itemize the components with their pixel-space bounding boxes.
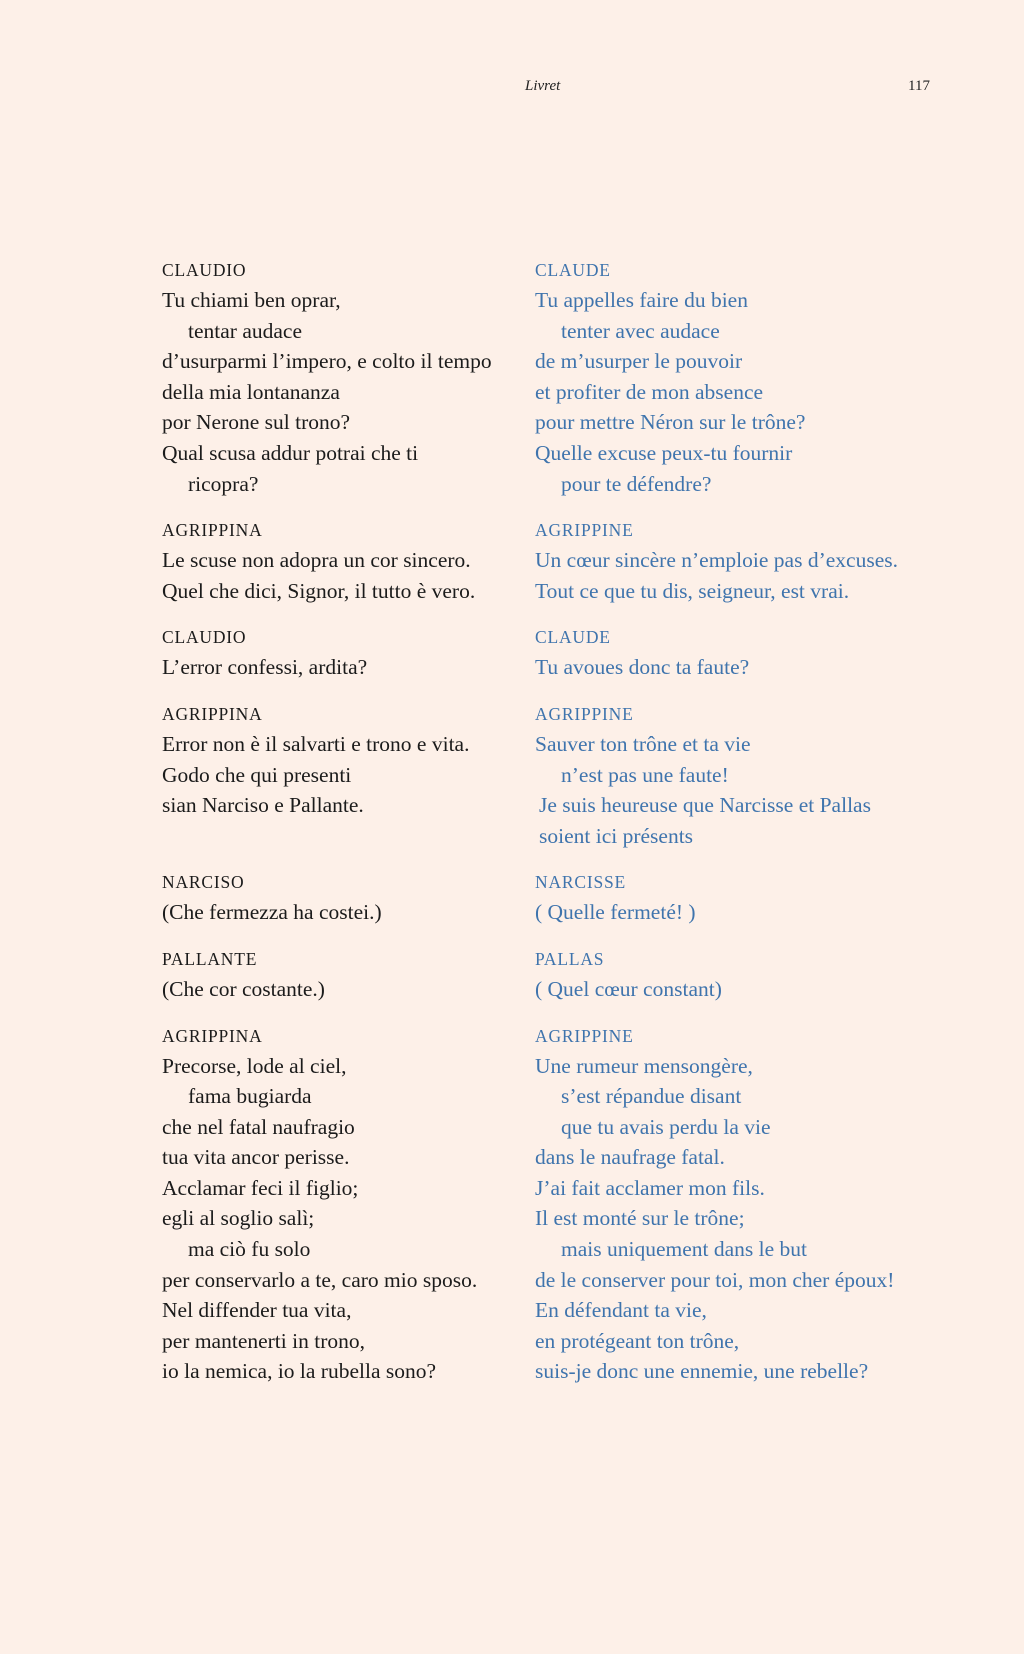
running-header xyxy=(0,78,1024,102)
block-gap xyxy=(162,1005,532,1021)
verse-line: en protégeant ton trône, xyxy=(535,1328,740,1353)
block-gap xyxy=(162,499,532,515)
verse-line: Quelle excuse peux-tu fournir xyxy=(535,440,793,465)
speaker-name: AGRIPPINE xyxy=(535,703,634,724)
verse-line: Sauver ton trône et ta vie xyxy=(535,731,751,756)
speech-block-claude xyxy=(535,622,965,683)
verse-line: de m’usurper le pouvoir xyxy=(535,349,743,374)
verse-line: Un cœur sincère n’emploie pas d’excuses. xyxy=(535,548,898,573)
speaker-name: PALLAS xyxy=(535,948,605,969)
speech-block-agrippine xyxy=(535,699,965,851)
speaker-name: PALLANTE xyxy=(162,948,258,969)
verse-line: Tu chiami ben oprar, xyxy=(162,288,341,312)
verse-line: mais uniquement dans le but xyxy=(561,1237,808,1262)
speech-block-agrippine xyxy=(535,515,965,606)
verse-line: ricopra? xyxy=(188,471,259,496)
page-number: 117 xyxy=(908,78,930,94)
block-gap xyxy=(162,606,532,622)
verse-line: ( Quelle fermeté! ) xyxy=(535,900,696,925)
verse-line: L’error confessi, ardita? xyxy=(162,655,368,680)
verse-line: (Che cor costante.) xyxy=(162,976,325,1001)
speaker-name: CLAUDE xyxy=(535,627,611,648)
verse-line: En défendant ta vie, xyxy=(535,1298,707,1323)
running-title: Livret xyxy=(525,78,561,94)
french-translation-column xyxy=(535,255,965,1387)
verse-line: (Che fermezza ha costei.) xyxy=(162,900,382,925)
italian-libretto-column xyxy=(162,255,532,1387)
verse-line: Acclamar feci il figlio; xyxy=(162,1175,359,1200)
verse-line: Quel che dici, Signor, il tutto è vero. xyxy=(162,578,476,603)
block-gap xyxy=(535,851,965,867)
verse-line: et profiter de mon absence xyxy=(535,379,764,404)
verse-line: pour te défendre? xyxy=(561,471,712,496)
speaker-name: CLAUDIO xyxy=(162,627,247,648)
speech-block-claudio xyxy=(162,255,532,499)
verse-line: Tu avoues donc ta faute? xyxy=(535,655,750,680)
verse-line: soient ici présents xyxy=(539,823,694,848)
speech-block-narcisse xyxy=(535,867,965,928)
verse-line: della mia lontananza xyxy=(162,379,340,404)
block-gap xyxy=(535,1005,965,1021)
verse-line: fama bugiarda xyxy=(188,1084,312,1109)
speaker-name: AGRIPPINA xyxy=(162,520,263,541)
verse-line: tenter avec audace xyxy=(561,318,720,343)
speaker-name: NARCISSE xyxy=(535,872,627,893)
block-gap xyxy=(162,851,532,867)
speaker-name: AGRIPPINA xyxy=(162,1025,263,1046)
speech-block-claudio xyxy=(162,622,532,683)
speaker-name: NARCISO xyxy=(162,872,245,893)
speaker-name: AGRIPPINE xyxy=(535,1025,634,1046)
verse-line: per mantenerti in trono, xyxy=(162,1328,365,1353)
block-gap xyxy=(535,499,965,515)
verse-line: Une rumeur mensongère, xyxy=(535,1053,753,1078)
speech-block-agrippina xyxy=(162,515,532,606)
verse-line: Error non è il salvarti e trono e vita. xyxy=(162,731,470,756)
block-gap xyxy=(535,606,965,622)
verse-line: pour mettre Néron sur le trône? xyxy=(535,410,806,435)
verse-line: ma ciò fu solo xyxy=(188,1237,311,1262)
speech-block-pallas xyxy=(535,944,965,1005)
speech-block-claude xyxy=(535,255,965,499)
verse-line: d’usurparmi l’impero, e colto il tempo xyxy=(162,349,492,374)
verse-line: Le scuse non adopra un cor sincero. xyxy=(162,548,471,573)
verse-line: tua vita ancor perisse. xyxy=(162,1145,350,1170)
verse-line: io la nemica, io la rubella sono? xyxy=(162,1359,437,1384)
verse-line: n’est pas une faute! xyxy=(561,762,729,787)
verse-line: Je suis heureuse que Narcisse et Pallas xyxy=(539,793,871,818)
block-gap xyxy=(535,928,965,944)
verse-line: dans le naufrage fatal. xyxy=(535,1145,725,1170)
verse-line: por Nerone sul trono? xyxy=(162,410,351,435)
block-gap xyxy=(535,683,965,699)
verse-line: Il est monté sur le trône; xyxy=(535,1206,745,1231)
speaker-name: AGRIPPINE xyxy=(535,520,634,541)
speech-block-agrippine xyxy=(535,1021,965,1388)
speech-block-agrippina xyxy=(162,1021,532,1388)
verse-line: sian Narciso e Pallante. xyxy=(162,793,364,818)
speech-block-agrippina xyxy=(162,699,532,851)
verse-line: s’est répandue disant xyxy=(561,1084,742,1109)
speaker-name: CLAUDE xyxy=(535,260,611,280)
speech-block-narciso xyxy=(162,867,532,928)
verse-line: que tu avais perdu la vie xyxy=(561,1114,771,1139)
speech-block-pallante xyxy=(162,944,532,1005)
verse-line: che nel fatal naufragio xyxy=(162,1114,355,1139)
verse-line: Godo che qui presenti xyxy=(162,762,352,787)
verse-line: ( Quel cœur constant) xyxy=(535,976,722,1001)
verse-line: J’ai fait acclamer mon fils. xyxy=(535,1175,765,1200)
block-gap xyxy=(162,683,532,699)
verse-line: Tout ce que tu dis, seigneur, est vrai. xyxy=(535,578,850,603)
empty-line xyxy=(162,821,532,852)
speaker-name: AGRIPPINA xyxy=(162,703,263,724)
verse-line: egli al soglio salì; xyxy=(162,1206,315,1231)
speaker-name: CLAUDIO xyxy=(162,260,247,280)
verse-line: Precorse, lode al ciel, xyxy=(162,1053,347,1078)
verse-line: Nel diffender tua vita, xyxy=(162,1298,352,1323)
verse-line: tentar audace xyxy=(188,318,302,343)
block-gap xyxy=(162,928,532,944)
verse-line: de le conserver pour toi, mon cher époux! xyxy=(535,1267,895,1292)
verse-line: Tu appelles faire du bien xyxy=(535,288,748,312)
verse-line: per conservarlo a te, caro mio sposo. xyxy=(162,1267,478,1292)
verse-line: Qual scusa addur potrai che ti xyxy=(162,440,419,465)
verse-line: suis-je donc une ennemie, une rebelle? xyxy=(535,1359,869,1384)
